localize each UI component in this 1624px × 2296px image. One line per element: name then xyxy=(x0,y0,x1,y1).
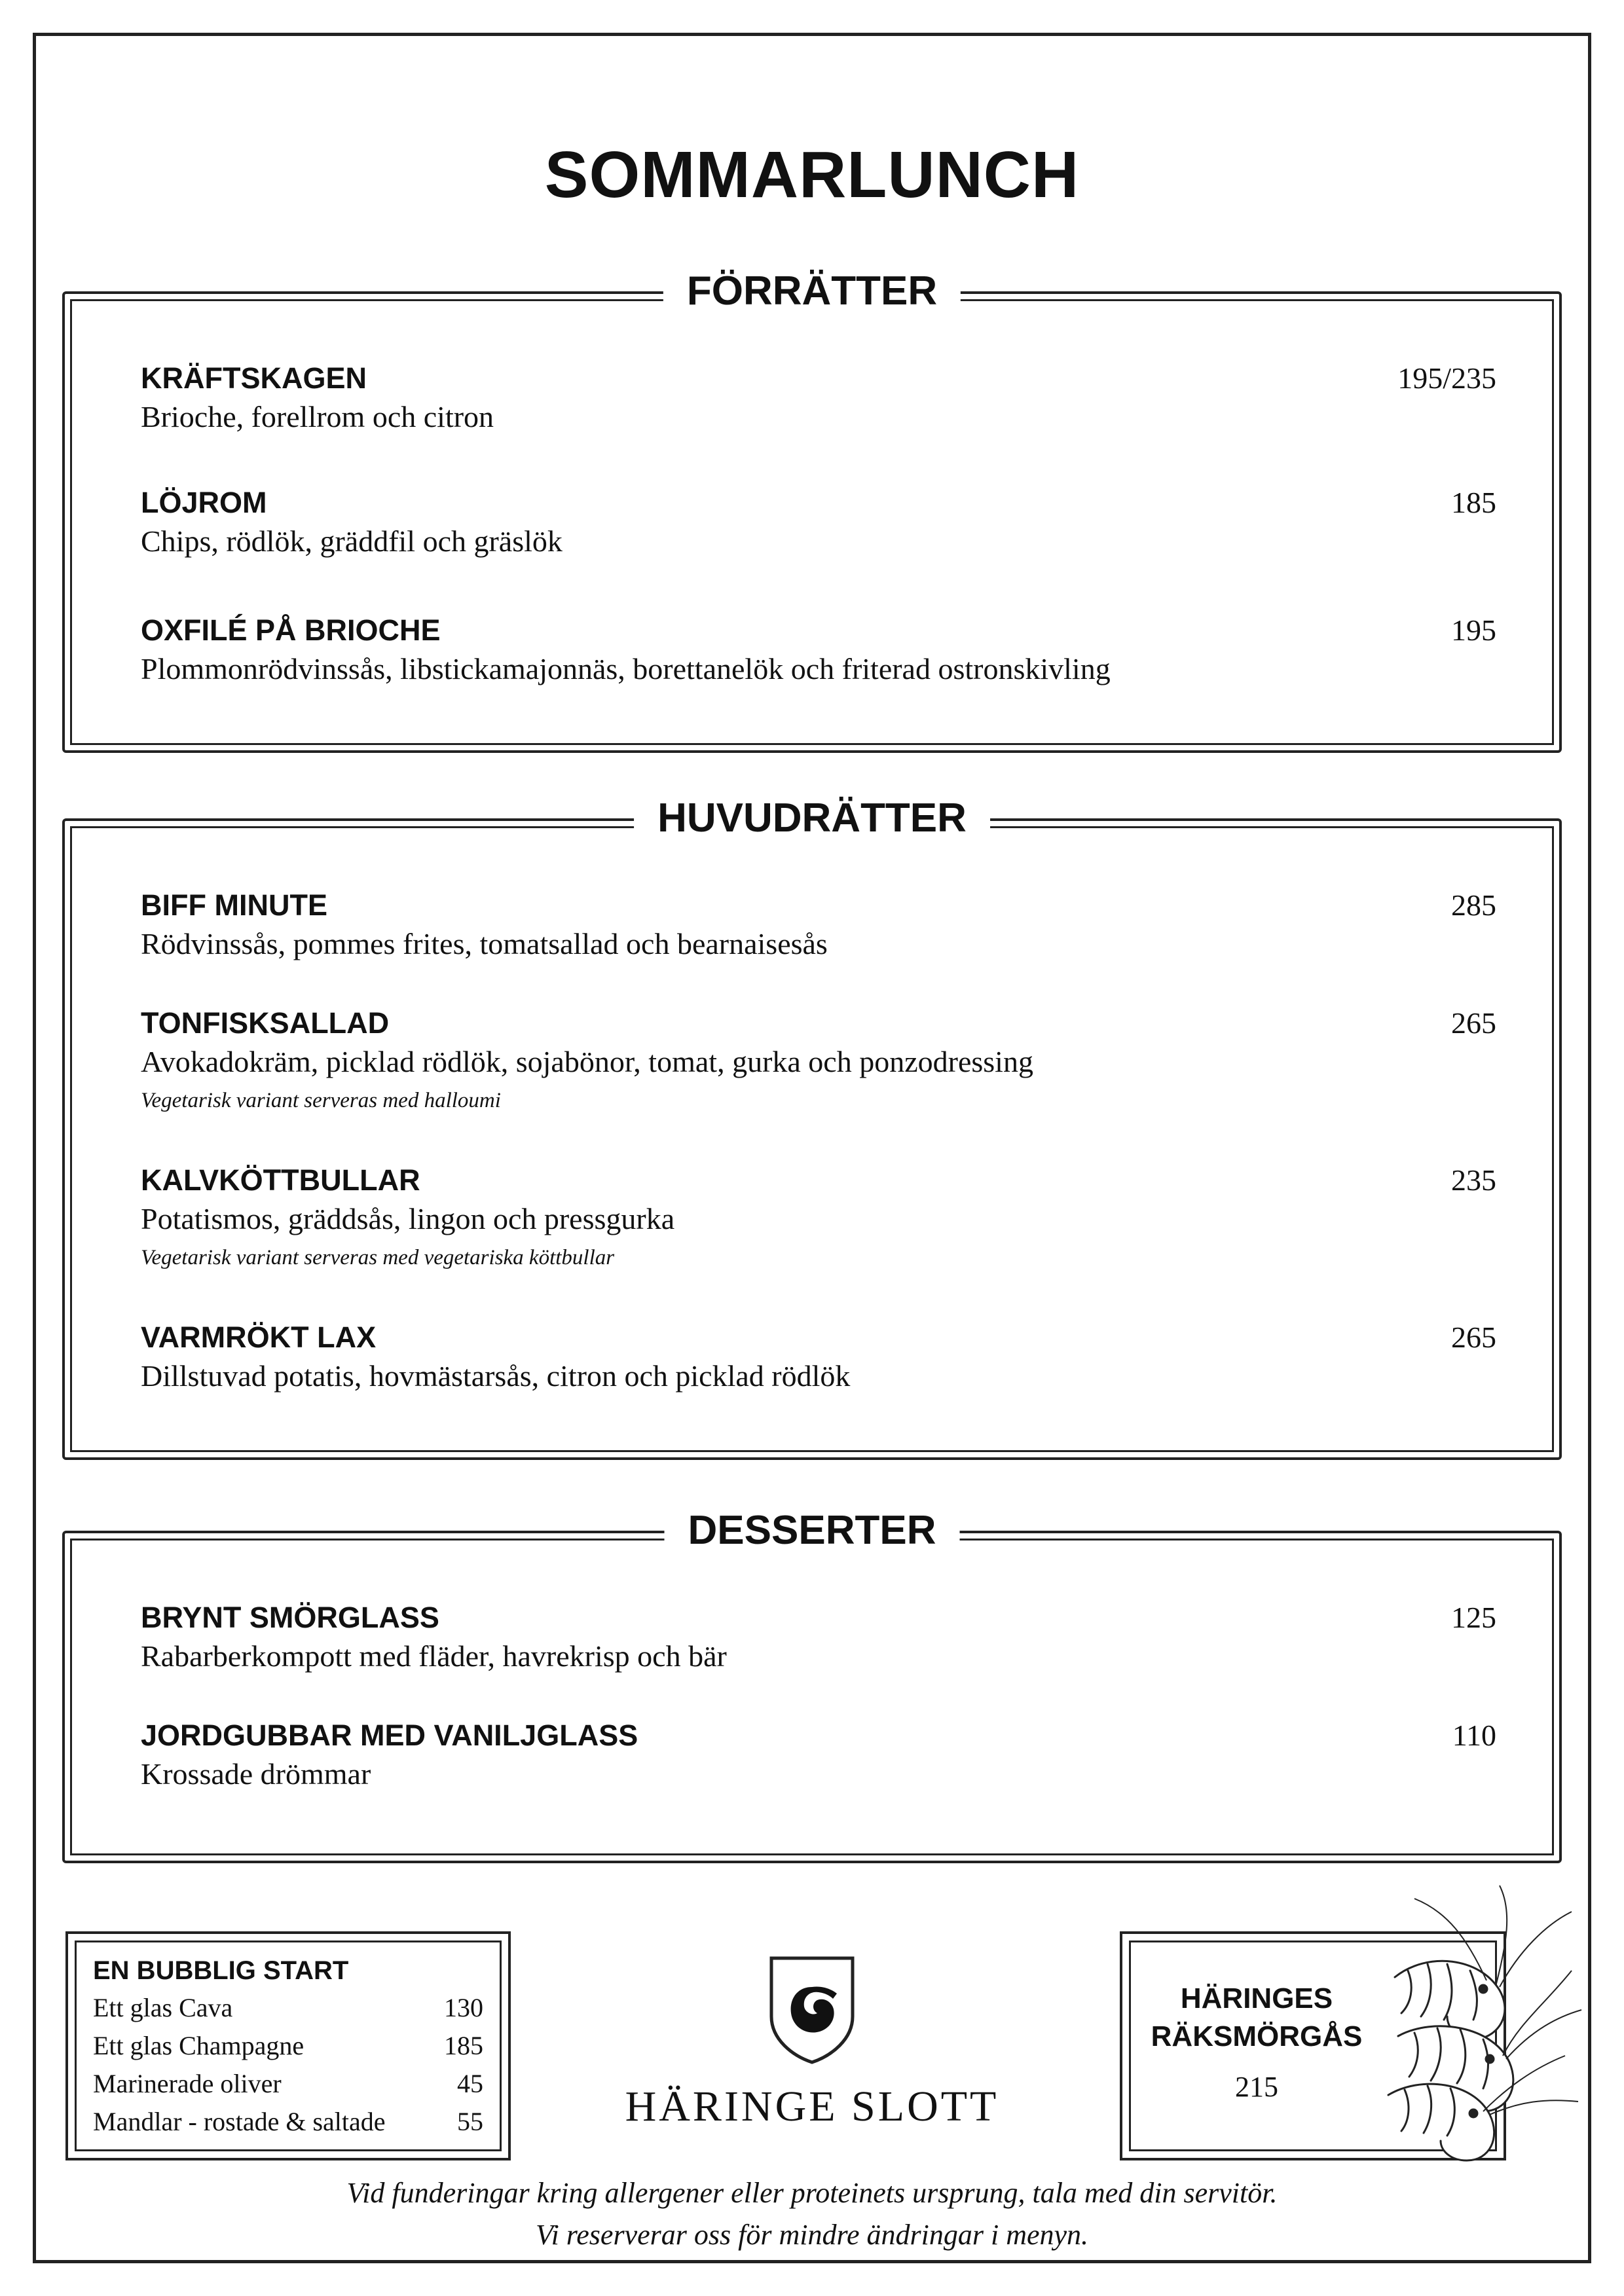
bubbly-label: Ett glas Champagne xyxy=(93,2031,304,2060)
item-description: Rabarberkompott med fläder, havrekrisp och bär xyxy=(141,1639,727,1673)
menu-item xyxy=(141,1599,1496,1677)
item-description: Potatismos, gräddsås, lingon och pressgurka xyxy=(141,1202,675,1235)
bubbly-row xyxy=(93,2027,483,2065)
item-description: Chips, rödlök, gräddfil och gräslök xyxy=(141,524,563,558)
bubbly-price: 55 xyxy=(457,2107,483,2136)
item-description: Brioche, forellrom och citron xyxy=(141,400,494,433)
bubbly-price: 45 xyxy=(457,2069,483,2098)
item-price: 185 xyxy=(1451,486,1496,519)
item-price: 285 xyxy=(1451,888,1496,922)
menu-item xyxy=(141,360,1496,437)
menu-item xyxy=(141,1005,1496,1119)
section-forratter xyxy=(62,268,1562,753)
bubbly-row xyxy=(93,1989,483,2027)
bubbly-price: 130 xyxy=(444,1993,483,2022)
bubbly-label: Marinerade oliver xyxy=(93,2069,282,2098)
item-price: 195/235 xyxy=(1397,361,1496,395)
menu-item xyxy=(141,1162,1496,1276)
shrimp-icon xyxy=(1349,1872,1585,2174)
item-name: BRYNT SMÖRGLASS xyxy=(141,1601,439,1634)
item-price: 110 xyxy=(1452,1719,1496,1752)
section-desserter xyxy=(62,1508,1562,1863)
item-description: Avokadokräm, picklad rödlök, sojabönor, tomat, gurka och ponzodressing xyxy=(141,1045,1033,1078)
menu-item xyxy=(141,1717,1496,1795)
allergen-notice: Vid funderingar kring allergener eller proteinets ursprung, tala med din servitör. xyxy=(346,2177,1278,2209)
section-heading: DESSERTER xyxy=(665,1504,960,1557)
menu-title: SOMMARLUNCH xyxy=(544,138,1080,211)
bubbly-row xyxy=(93,2065,483,2103)
special-title-line1: HÄRINGES xyxy=(1180,1982,1333,2014)
item-price: 265 xyxy=(1451,1006,1496,1040)
section-huvudratter xyxy=(62,795,1562,1460)
bubbly-title: EN BUBBLIG START xyxy=(93,1956,349,1985)
special-price: 215 xyxy=(1235,2071,1278,2103)
item-note: Vegetarisk variant serveras med halloumi xyxy=(141,1089,501,1112)
item-name: LÖJROM xyxy=(141,486,267,519)
bubbly-start-box xyxy=(65,1931,511,2160)
logo-wordmark: HÄRINGE SLOTT xyxy=(625,2083,999,2130)
menu-item xyxy=(141,1319,1496,1396)
bubbly-price: 185 xyxy=(444,2031,483,2060)
item-description: Krossade drömmar xyxy=(141,1757,371,1791)
item-price: 265 xyxy=(1451,1321,1496,1354)
item-name: VARMRÖKT LAX xyxy=(141,1321,377,1354)
menu-item xyxy=(141,887,1496,964)
section-heading: HUVUDRÄTTER xyxy=(634,792,990,845)
item-name: TONFISKSALLAD xyxy=(141,1006,390,1040)
menu-item xyxy=(141,484,1496,562)
item-price: 125 xyxy=(1451,1601,1496,1634)
item-name: JORDGUBBAR MED VANILJGLASS xyxy=(141,1719,638,1752)
section-heading: FÖRRÄTTER xyxy=(663,265,961,318)
changes-notice: Vi reserverar oss för mindre ändringar i menyn. xyxy=(535,2219,1089,2251)
item-name: BIFF MINUTE xyxy=(141,888,327,922)
bubbly-label: Ett glas Cava xyxy=(93,1993,233,2022)
bubbly-row xyxy=(93,2103,483,2141)
item-description: Dillstuvad potatis, hovmästarsås, citron och picklad rödlök xyxy=(141,1359,851,1393)
item-name: KALVKÖTTBULLAR xyxy=(141,1163,420,1197)
bubbly-label: Mandlar - rostade & saltade xyxy=(93,2107,386,2136)
item-note: Vegetarisk variant serveras med vegetariska köttbullar xyxy=(141,1246,615,1269)
item-name: KRÄFTSKAGEN xyxy=(141,361,367,395)
item-price: 195 xyxy=(1451,613,1496,647)
item-name: OXFILÉ PÅ BRIOCHE xyxy=(141,613,441,647)
item-price: 235 xyxy=(1451,1163,1496,1197)
item-description: Plommonrödvinssås, libstickamajonnäs, borettanelök och friterad ostronskivling xyxy=(141,652,1111,685)
menu-item xyxy=(141,612,1496,689)
item-description: Rödvinssås, pommes frites, tomatsallad och bearnaisesås xyxy=(141,927,828,960)
shield-crest-icon xyxy=(766,1954,858,2066)
special-title-line2: RÄKSMÖRGÅS xyxy=(1151,2020,1363,2052)
